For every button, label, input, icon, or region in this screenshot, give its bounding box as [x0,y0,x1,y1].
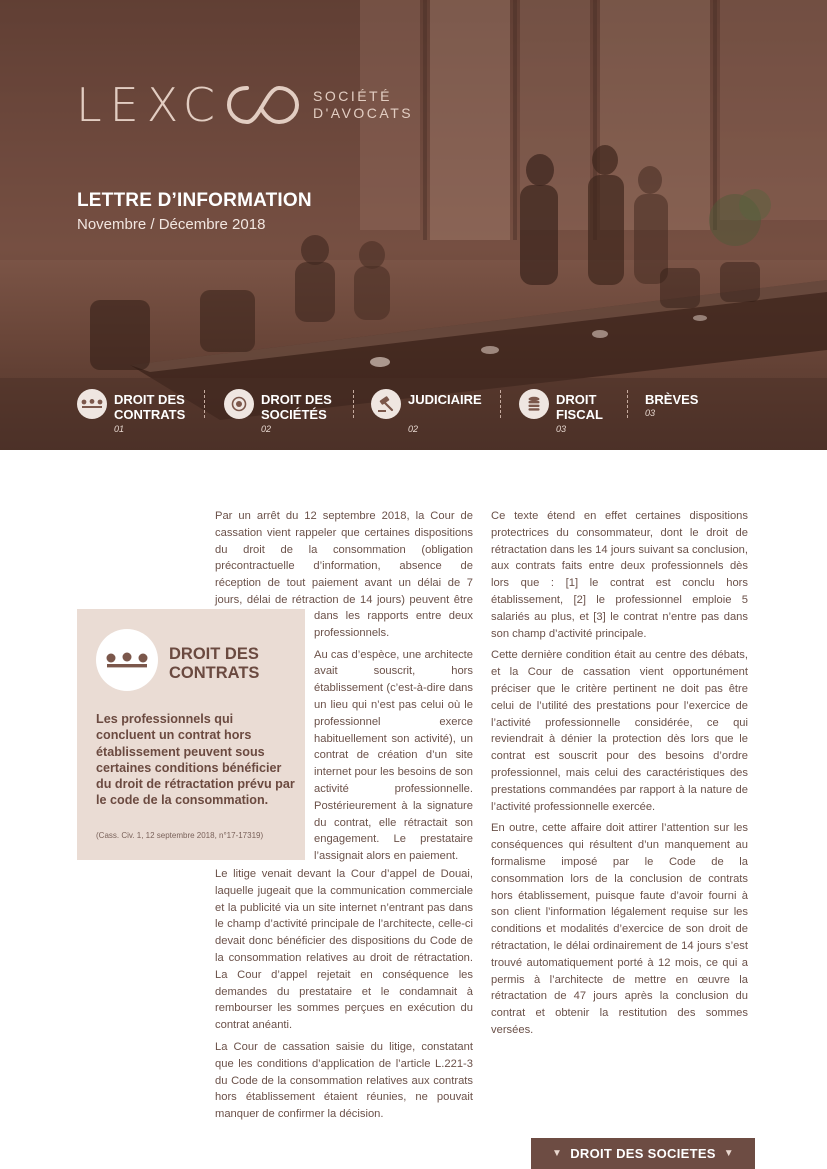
lexco-logo [76,78,414,132]
topic-page-number: 01 [114,424,125,434]
triangle-down-icon: ▼ [723,1148,734,1159]
logo-wordmark: LEXC [76,78,223,132]
gavel-icon [371,389,401,419]
article-paragraph-1: Par un arrêt du 12 septembre 2018, la Cour de cassation vient rappeler que certaines dispositions du droit de la consommation (obligation précontractuelle d’information, absence de réception de tout paiement avant un délai de 7 jours, délai de rétraction de 14 jours) peuvent être [215,510,473,606]
topic-label: DROIT DES SOCIÉTÉS [261,392,332,422]
topic-page-number: 03 [556,424,567,434]
article-paragraph-3: Le litige venait devant la Cour d’appel de Douai, laquelle jugeait que la communication commerciale et la publicité via un site internet n’entrant pas dans le champ d’activité principale de l’architecte, celle-ci devait donc bénéficier des dispositions du Code de la consommation relatives au droit de rétractation. La Cour d’appel rejetait en conséquence les demandes du prestataire et le condamnait à rembourser les sommes perçues en exécution du contrat anéanti. La Cour de cassation saisie du litige, constatant que les conditions d’application de l’article L.221-3 du Code de la consommation relatives aux contrats hors établissement étaient réunies, ne pouvait manquer de confirmer la décision. [215,868,473,1121]
topic-label: BRÈVES [645,392,699,407]
triangle-down-icon: ▼ [552,1148,563,1159]
infinity-logo-icon [225,82,301,128]
logo-tagline: SOCIÉTÉ D'AVOCATS [312,88,414,121]
topic-label: DROIT FISCAL [556,392,603,422]
callout-box [77,609,305,860]
next-section-label: DROIT DES SOCIETES [570,1146,716,1161]
topic-divider [204,390,205,418]
newsletter-title: LETTRE D’INFORMATION [77,190,312,211]
topic-breves[interactable] [608,388,698,438]
topic-droit-fiscal[interactable] [519,388,619,438]
meeting-table-icon [96,629,158,691]
topic-label: DROIT DES CONTRATS [114,392,186,422]
topic-droit-des-societes[interactable] [224,388,344,438]
article-paragraph-wrap: dans les rapports entre deux professionnels. Au cas d’espèce, une architecte avait souscrit, hors établissement (c’est-à-dire dans un lieu qui n’est pas celui où le professionnel exerce habituellement son activité), un contrat de création d’un site internet pour les besoins de son activité professionnelle. Postérieurement à la signature du contrat, elle rétractait son engagement. Le prestataire l’assignait alors en paiement. [314,610,473,863]
article-right-column: Ce texte étend en effet certaines dispositions protectrices du consommateur, dont le droit de rétractation dans les 14 jours suivant sa conclusion, aux contrats faits entre deux professionnels dès lors que : [1] le contrat est conclu hors établissement, [2] le professionnel emploie 5 salariés au plus, et [3] le contrat n’entre pas dans son champ d’activité principale. Cette dernière condition était au centre des débats, et la Cour de cassation vient opportunément préciser que le critère pertinent ne doit pas être celui de l’utilité des prestations pour l’exercice de l’activité professionnelle considérée, ce qui reviendrait à dénier la protection dès lors que le contrat est souscrit pour des besoins d’ordre professionnel, mais celui des caractéristiques des prestations commandées par rapport à la nature de l’activité professionnelle exercée. En outre, cette affaire doit attirer l’attention sur les conséquences qui résultent d’un manquement au formalisme imposé par le Code de la consommation lors de la conclusion de contrats hors établissement, puisque faute d’avoir fourni à son client l’information légalement requise sur les conditions et modalités d’exercice de son droit de rétractation, le délai ordinairement de 14 jours s’est trouvé automatiquement porté à 12 mois, ce qui a permis à l’architecte de mettre en œuvre la rétractation de 47 jours après la conclusion du contrat et obtenir la restitution des sommes versées. [491,510,748,1036]
target-circle-icon [224,389,254,419]
next-section-button[interactable] [531,1138,755,1169]
coin-stack-icon [519,389,549,419]
callout-summary: Les professionnels qui concluent un contrat hors établissement peuvent sous certaines conditions bénéficier du droit de rétractation prévu par le code de la consommation. [96,712,295,808]
header-banner [0,0,827,450]
topic-label: JUDICIAIRE [408,392,482,407]
topic-judiciaire[interactable] [371,388,491,438]
topic-page-number: 02 [261,424,272,434]
topic-page-number: 03 [645,408,656,418]
callout-reference: (Cass. Civ. 1, 12 septembre 2018, n°17-17319) [96,831,264,840]
callout-title: DROIT DES CONTRATS [169,645,260,682]
topic-droit-des-contrats[interactable] [77,388,197,438]
topic-divider [500,390,501,418]
newsletter-date: Novembre / Décembre 2018 [77,216,266,233]
topic-divider [353,390,354,418]
topic-page-number: 02 [408,424,419,434]
meeting-table-icon [77,389,107,419]
